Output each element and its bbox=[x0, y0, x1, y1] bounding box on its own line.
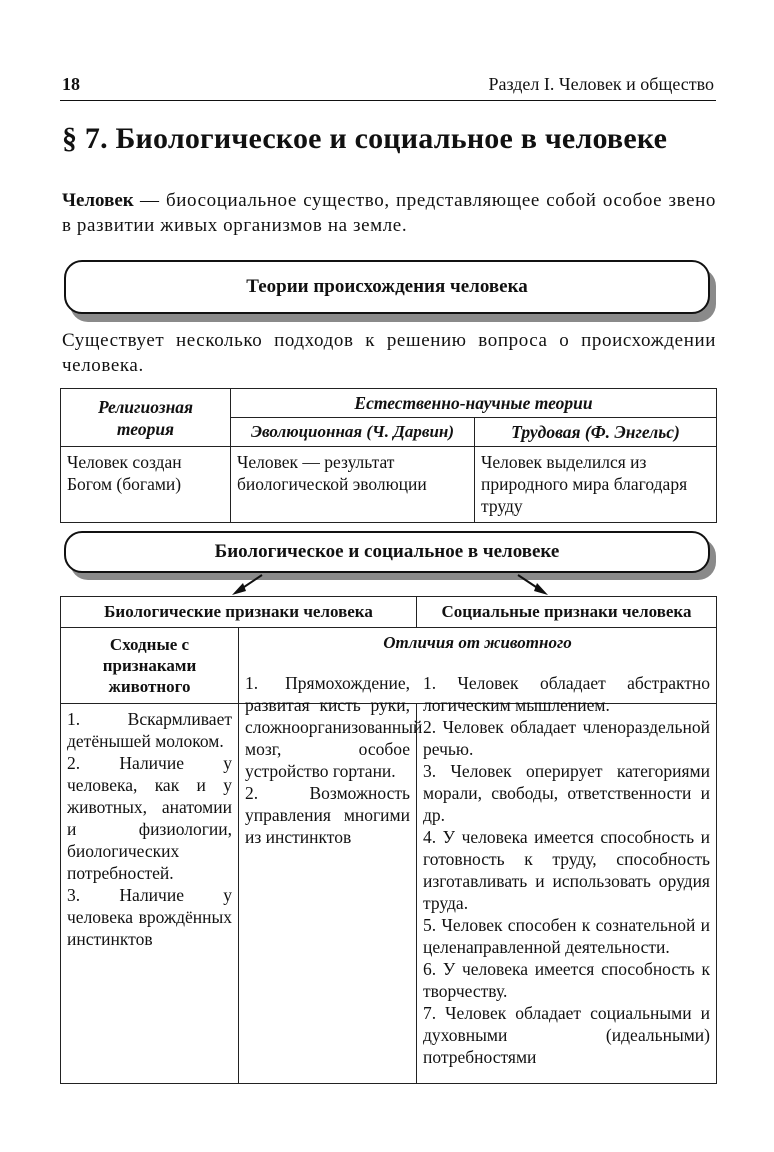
difference-item-2: 2. Возможность управления многими из инстинктов bbox=[245, 783, 410, 847]
page-number: 18 bbox=[62, 74, 80, 94]
labor-theory-header: Трудовая (Ф. Энгельс) bbox=[475, 418, 717, 447]
social-item-3: 3. Человек оперирует категориями морали, свободы, ответственности и др. bbox=[423, 761, 710, 825]
right-arrowhead-icon bbox=[534, 583, 548, 595]
social-item-7: 7. Человек обладает социальными и духовными (идеальными) потребностями bbox=[423, 1003, 710, 1067]
social-item-6: 6. У человека имеется способность к творчеству. bbox=[423, 959, 710, 1001]
natural-theories-header: Естественно-научные теории bbox=[231, 389, 717, 418]
difference-item-1: 1. Прямохождение, развитая кисть руки, сложноорганизованный мозг, особое устройство гортани. bbox=[245, 673, 423, 781]
page-title: § 7. Биологическое и социальное в человеке bbox=[62, 122, 668, 155]
social-item-5: 5. Человек способен к сознательной и целенаправленной деятельности. bbox=[423, 915, 710, 957]
similar-traits-cell bbox=[61, 704, 239, 1084]
social-item-1: 1. Человек обладает абстрактно логическим мышлением. bbox=[423, 673, 710, 715]
similar-traits-header: Сходные с признаками животного bbox=[61, 628, 239, 704]
bio-social-banner: Биологическое и социальное в человеке bbox=[64, 531, 710, 573]
bio-traits-header: Биологические признаки человека bbox=[61, 597, 417, 628]
social-item-2: 2. Человек обладает членораздельной речью. bbox=[423, 717, 710, 759]
religious-theory-cell: Человек создан Богом (богами) bbox=[61, 447, 231, 523]
definition-text: — биосоциальное существо, представляющее собой особое звено в развитии живых организмов на земле. bbox=[62, 190, 716, 236]
section-title: Раздел I. Человек и общество bbox=[488, 74, 714, 94]
differences-cell bbox=[239, 673, 423, 1084]
left-arrowhead-icon bbox=[232, 583, 246, 595]
differences-header: Отличия от животного bbox=[239, 628, 717, 704]
evolution-theory-header: Эволюционная (Ч. Дарвин) bbox=[231, 418, 475, 447]
traits-table bbox=[60, 596, 717, 1084]
definition-term: Человек bbox=[62, 190, 134, 211]
intro-paragraph: Существует несколько подходов к решению вопроса о происхождении человека. bbox=[62, 330, 716, 376]
theories-banner: Теории происхождения человека bbox=[64, 260, 710, 314]
labor-theory-cell: Человек выделился из природного мира благодаря труду bbox=[475, 447, 717, 523]
social-traits-header: Социальные признаки человека bbox=[417, 597, 717, 628]
religious-theory-header: Религиозная теория bbox=[61, 389, 231, 447]
similar-item-3: 3. Наличие у человека врождённых инстинктов bbox=[67, 885, 232, 949]
social-item-4: 4. У человека имеется способность и готовность к труду, способность изготавливать и использовать орудия труда. bbox=[423, 827, 710, 913]
evolution-theory-cell: Человек — результат биологической эволюции bbox=[231, 447, 475, 523]
similar-item-2: 2. Наличие у человека, как и у животных, анатомии и физиологии, биологических потребностей. bbox=[67, 753, 232, 883]
similar-item-1: 1. Вскармливает детёнышей молоком. bbox=[67, 709, 232, 751]
social-traits-cell bbox=[417, 673, 717, 1084]
